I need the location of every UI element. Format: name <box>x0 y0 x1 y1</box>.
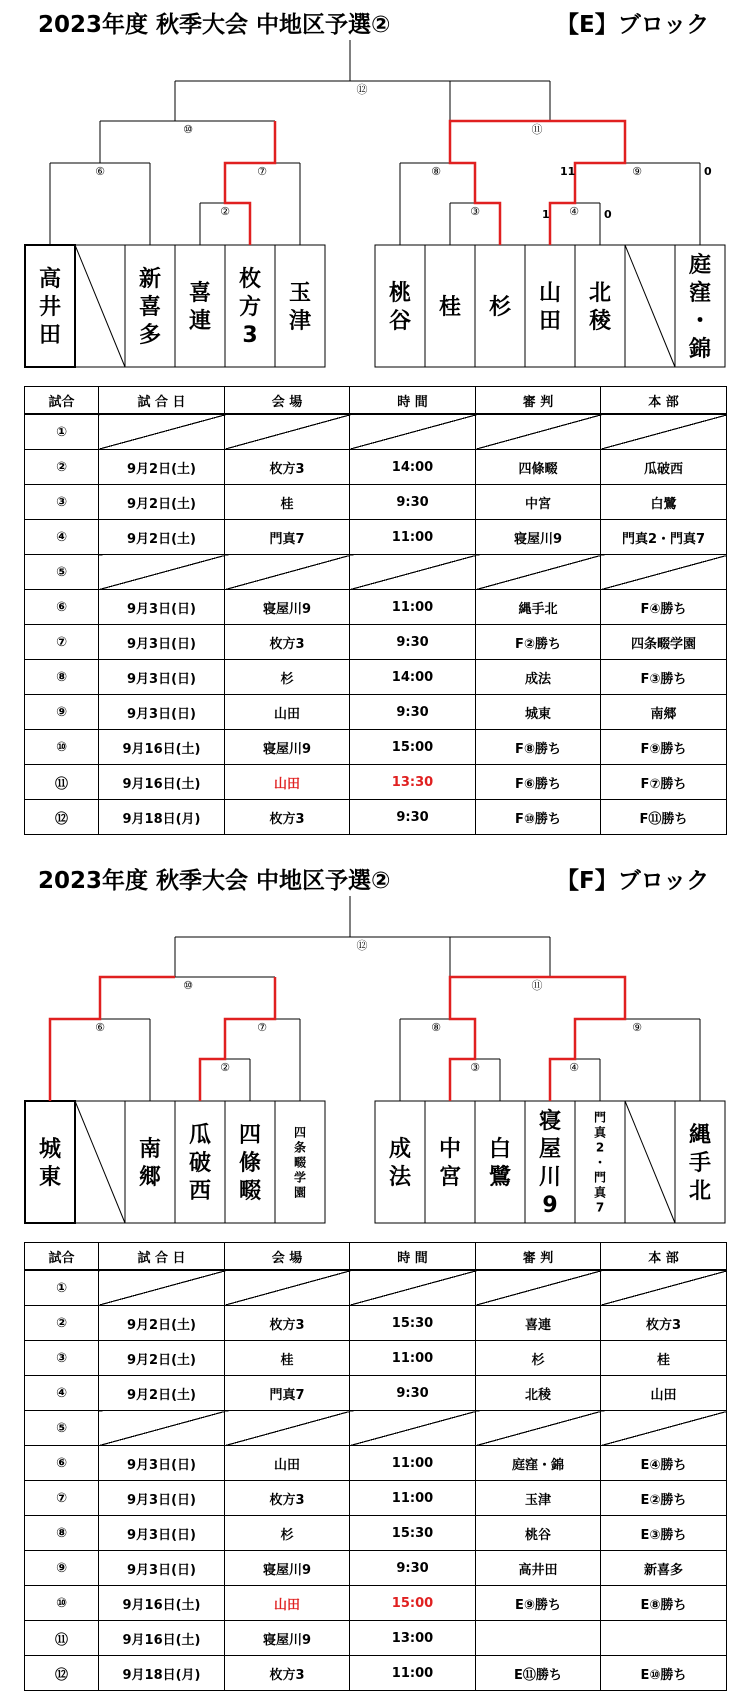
cell-date: 9月3日(日) <box>99 1516 225 1551</box>
table-row <box>25 800 727 835</box>
team-name-char: 庭 <box>688 252 712 278</box>
cell-no: ⑥ <box>25 590 99 625</box>
match-label-6: ⑥ <box>95 165 105 178</box>
cell-umpire: 桃谷 <box>476 1516 601 1551</box>
cell-hq: F③勝ち <box>601 660 727 695</box>
table-row <box>25 1341 727 1376</box>
match-label-8: ⑧ <box>431 165 441 178</box>
table-row <box>25 1411 727 1446</box>
cell-hq: F⑪勝ち <box>601 800 727 835</box>
team-box-10 <box>525 245 575 367</box>
cell-venue: 寝屋川9 <box>225 730 350 765</box>
schedule-table <box>24 1242 727 1691</box>
cell-venue <box>225 555 350 590</box>
table-row <box>25 1481 727 1516</box>
col-header: 試 合 日 <box>99 387 225 415</box>
table-row <box>25 555 727 590</box>
cell-no: ⑦ <box>25 1481 99 1516</box>
cell-time: 13:30 <box>350 765 476 800</box>
cell-date <box>99 555 225 590</box>
cell-no: ⑫ <box>25 800 99 835</box>
team-name-char: 津 <box>288 308 312 334</box>
cell-no: ② <box>25 450 99 485</box>
col-header: 試合 <box>25 387 99 415</box>
match-label-7: ⑦ <box>257 165 267 178</box>
cell-venue: 桂 <box>225 485 350 520</box>
team-name-char: 9 <box>542 1192 558 1218</box>
team-name-char: 連 <box>188 308 212 334</box>
cell-time: 14:00 <box>350 660 476 695</box>
cell-no: ⑫ <box>25 1656 99 1691</box>
team-name-char: 桂 <box>438 294 462 320</box>
cell-umpire: 成法 <box>476 660 601 695</box>
team-name-char: 田 <box>38 322 62 348</box>
cell-umpire: 玉津 <box>476 1481 601 1516</box>
table-row <box>25 1376 727 1411</box>
team-box-1 <box>25 1101 75 1223</box>
cell-date: 9月3日(日) <box>99 1481 225 1516</box>
cell-no: ④ <box>25 1376 99 1411</box>
cell-no: ⑤ <box>25 1411 99 1446</box>
cell-hq: F④勝ち <box>601 590 727 625</box>
table-row <box>25 625 727 660</box>
team-name-char: 城 <box>38 1136 62 1162</box>
team-name-char: 玉 <box>288 280 312 306</box>
cell-umpire <box>476 1621 601 1656</box>
section-title: 2023年度 秋季大会 中地区予選② <box>38 868 391 894</box>
match-label-11: ⑪ <box>531 123 543 136</box>
cell-date: 9月3日(日) <box>99 660 225 695</box>
cell-venue <box>225 1411 350 1446</box>
match-label-12: ⑫ <box>356 83 368 96</box>
cell-venue: 枚方3 <box>225 800 350 835</box>
cell-no: ③ <box>25 485 99 520</box>
team-box-7 <box>375 245 425 367</box>
team-box-3 <box>125 1101 175 1223</box>
team-name-char: 真 <box>593 1125 607 1140</box>
cell-date: 9月2日(土) <box>99 450 225 485</box>
cell-date: 9月3日(日) <box>99 1446 225 1481</box>
table-row <box>25 1551 727 1586</box>
table-row <box>25 695 727 730</box>
match-label-12: ⑫ <box>356 939 368 952</box>
cell-hq <box>601 1411 727 1446</box>
col-header: 試 合 日 <box>99 1243 225 1271</box>
team-name-char: 南 <box>138 1136 162 1162</box>
cell-date: 9月18日(月) <box>99 1656 225 1691</box>
match-label-10: ⑩ <box>183 123 193 136</box>
cell-hq: 山田 <box>601 1376 727 1411</box>
cell-venue: 桂 <box>225 1341 350 1376</box>
cell-time <box>350 1411 476 1446</box>
team-name-char: 高 <box>38 266 62 292</box>
team-name-char: 法 <box>388 1164 412 1190</box>
match-label-4: ④ <box>569 205 579 218</box>
match-label-9: ⑨ <box>632 1021 642 1034</box>
team-name-char: 窪 <box>688 280 712 306</box>
cell-venue: 枚方3 <box>225 1656 350 1691</box>
cell-hq: 枚方3 <box>601 1306 727 1341</box>
col-header: 審 判 <box>476 1243 601 1271</box>
cell-no: ④ <box>25 520 99 555</box>
cell-date: 9月16日(土) <box>99 1621 225 1656</box>
cell-umpire <box>476 1411 601 1446</box>
cell-time: 11:00 <box>350 1656 476 1691</box>
table-row <box>25 1446 727 1481</box>
cell-no: ⑩ <box>25 730 99 765</box>
col-header: 会 場 <box>225 1243 350 1271</box>
cell-time: 11:00 <box>350 1341 476 1376</box>
match-label-9: ⑨ <box>632 165 642 178</box>
team-name-char: 中 <box>438 1136 462 1162</box>
table-row <box>25 1621 727 1656</box>
cell-time <box>350 414 476 450</box>
cell-no: ⑥ <box>25 1446 99 1481</box>
table-row <box>25 1270 727 1306</box>
cell-venue: 山田 <box>225 1446 350 1481</box>
cell-date: 9月2日(土) <box>99 1376 225 1411</box>
score-m9-left: 11 <box>560 165 576 178</box>
match-label-3: ③ <box>470 205 480 218</box>
cell-hq: E②勝ち <box>601 1481 727 1516</box>
match-label-2: ② <box>220 205 230 218</box>
tournament-bracket <box>0 0 751 372</box>
cell-no: ⑨ <box>25 695 99 730</box>
team-name-char: 枚 <box>238 266 262 292</box>
team-name-char: 縄 <box>688 1122 712 1148</box>
col-header: 本 部 <box>601 387 727 415</box>
cell-venue <box>225 1270 350 1306</box>
match-label-3: ③ <box>470 1061 480 1074</box>
cell-hq <box>601 1621 727 1656</box>
match-label-7: ⑦ <box>257 1021 267 1034</box>
cell-venue: 枚方3 <box>225 450 350 485</box>
cell-date: 9月3日(日) <box>99 695 225 730</box>
team-name-char: 川 <box>538 1164 562 1190</box>
cell-umpire: 四條畷 <box>476 450 601 485</box>
cell-time: 9:30 <box>350 1551 476 1586</box>
cell-date: 9月16日(土) <box>99 765 225 800</box>
team-name-char: 瓜 <box>188 1122 212 1148</box>
team-name-char: 喜 <box>138 294 162 320</box>
cell-umpire <box>476 555 601 590</box>
cell-date <box>99 414 225 450</box>
team-box-9 <box>475 1101 525 1223</box>
cell-umpire: E⑪勝ち <box>476 1656 601 1691</box>
team-box-7 <box>375 1101 425 1223</box>
team-name-char: 東 <box>38 1164 62 1190</box>
team-name-char: 新 <box>138 266 162 292</box>
team-name-char: ・ <box>593 1155 607 1170</box>
team-name-char: 錦 <box>688 336 712 362</box>
team-name-char: 多 <box>138 322 162 348</box>
cell-hq: 四条畷学園 <box>601 625 727 660</box>
cell-no: ⑦ <box>25 625 99 660</box>
cell-umpire: 北稜 <box>476 1376 601 1411</box>
cell-time: 14:00 <box>350 450 476 485</box>
table-row <box>25 1516 727 1551</box>
score-m9-right: 0 <box>704 165 712 178</box>
col-header: 時 間 <box>350 1243 476 1271</box>
schedule-table <box>24 386 727 835</box>
team-box-4 <box>175 245 225 367</box>
cell-venue: 寝屋川9 <box>225 590 350 625</box>
cell-date: 9月16日(土) <box>99 730 225 765</box>
cell-time: 15:00 <box>350 1586 476 1621</box>
team-name-char: 北 <box>588 280 612 306</box>
cell-time: 9:30 <box>350 625 476 660</box>
col-header: 会 場 <box>225 387 350 415</box>
match-label-11: ⑪ <box>531 979 543 992</box>
table-row <box>25 520 727 555</box>
cell-venue: 山田 <box>225 695 350 730</box>
cell-no: ③ <box>25 1341 99 1376</box>
cell-umpire: F⑧勝ち <box>476 730 601 765</box>
cell-hq: 瓜破西 <box>601 450 727 485</box>
cell-umpire: 中宮 <box>476 485 601 520</box>
cell-no: ⑧ <box>25 1516 99 1551</box>
cell-umpire: 縄手北 <box>476 590 601 625</box>
table-row <box>25 450 727 485</box>
cell-umpire: 喜連 <box>476 1306 601 1341</box>
col-header: 審 判 <box>476 387 601 415</box>
team-name-char: 白 <box>488 1136 512 1162</box>
cell-no: ① <box>25 1270 99 1306</box>
team-name-char: 鷺 <box>488 1164 512 1190</box>
cell-venue: 枚方3 <box>225 1306 350 1341</box>
cell-venue: 山田 <box>225 765 350 800</box>
cell-no: ⑩ <box>25 1586 99 1621</box>
team-name-char: 郷 <box>138 1164 162 1190</box>
cell-umpire <box>476 414 601 450</box>
cell-date: 9月2日(土) <box>99 520 225 555</box>
table-row <box>25 730 727 765</box>
score-m4-left: 1 <box>542 208 550 221</box>
col-header: 本 部 <box>601 1243 727 1271</box>
team-name-char: 園 <box>293 1185 307 1200</box>
team-name-char: 学 <box>293 1170 307 1185</box>
cell-time: 15:30 <box>350 1306 476 1341</box>
table-header-row <box>25 387 727 415</box>
cell-time <box>350 1270 476 1306</box>
cell-no: ⑧ <box>25 660 99 695</box>
bye-diagonal <box>625 245 675 367</box>
cell-time: 13:00 <box>350 1621 476 1656</box>
cell-umpire: 杉 <box>476 1341 601 1376</box>
cell-umpire: 庭窪・錦 <box>476 1446 601 1481</box>
team-name-char: 井 <box>38 294 62 320</box>
cell-time: 11:00 <box>350 520 476 555</box>
table-header-row <box>25 1243 727 1271</box>
team-name-char: 手 <box>688 1150 712 1176</box>
cell-time: 15:00 <box>350 730 476 765</box>
cell-umpire: F②勝ち <box>476 625 601 660</box>
cell-time: 9:30 <box>350 1376 476 1411</box>
cell-hq: 新喜多 <box>601 1551 727 1586</box>
cell-no: ② <box>25 1306 99 1341</box>
team-name-char: 条 <box>293 1140 307 1155</box>
team-name-char: 畷 <box>238 1178 262 1204</box>
cell-time <box>350 555 476 590</box>
team-name-char: 3 <box>242 322 258 348</box>
team-name-char: ・ <box>688 308 712 334</box>
bye-diagonal <box>75 245 125 367</box>
cell-date: 9月2日(土) <box>99 1341 225 1376</box>
cell-date: 9月16日(土) <box>99 1586 225 1621</box>
cell-date: 9月2日(土) <box>99 485 225 520</box>
cell-venue: 門真7 <box>225 520 350 555</box>
cell-time: 11:00 <box>350 1446 476 1481</box>
cell-venue: 寝屋川9 <box>225 1621 350 1656</box>
cell-umpire: F⑩勝ち <box>476 800 601 835</box>
match-label-6: ⑥ <box>95 1021 105 1034</box>
score-m4-right: 0 <box>604 208 612 221</box>
team-name-char: 山 <box>538 280 562 306</box>
team-name-char: 2 <box>595 1140 605 1155</box>
cell-no: ① <box>25 414 99 450</box>
cell-hq: E⑧勝ち <box>601 1586 727 1621</box>
col-header: 試合 <box>25 1243 99 1271</box>
col-header: 時 間 <box>350 387 476 415</box>
team-name-char: 寝 <box>538 1108 562 1134</box>
cell-no: ⑪ <box>25 1621 99 1656</box>
cell-hq: E⑩勝ち <box>601 1656 727 1691</box>
cell-venue: 門真7 <box>225 1376 350 1411</box>
team-name-char: 真 <box>593 1185 607 1200</box>
cell-hq: E④勝ち <box>601 1446 727 1481</box>
team-name-char: 四 <box>293 1125 307 1140</box>
cell-umpire: 城東 <box>476 695 601 730</box>
cell-date: 9月3日(日) <box>99 625 225 660</box>
cell-hq: 南郷 <box>601 695 727 730</box>
cell-venue: 山田 <box>225 1586 350 1621</box>
cell-no: ⑨ <box>25 1551 99 1586</box>
tournament-bracket <box>0 856 751 1228</box>
winner-path <box>225 121 625 245</box>
table-row <box>25 1656 727 1691</box>
cell-date: 9月18日(月) <box>99 800 225 835</box>
bye-diagonal <box>625 1101 675 1223</box>
cell-date: 9月3日(日) <box>99 590 225 625</box>
team-name-char: 喜 <box>188 280 212 306</box>
cell-umpire: 寝屋川9 <box>476 520 601 555</box>
team-name-char: 7 <box>595 1200 605 1215</box>
match-label-2: ② <box>220 1061 230 1074</box>
cell-venue: 杉 <box>225 660 350 695</box>
team-name-char: 宮 <box>438 1164 462 1190</box>
block-label: 【E】ブロック <box>556 12 710 38</box>
table-row <box>25 590 727 625</box>
team-name-char: 四 <box>238 1122 262 1148</box>
team-name-char: 門 <box>593 1110 607 1125</box>
match-label-10: ⑩ <box>183 979 193 992</box>
team-name-char: 門 <box>593 1170 607 1185</box>
cell-hq <box>601 414 727 450</box>
team-name-char: 成 <box>388 1136 412 1162</box>
table-row <box>25 765 727 800</box>
cell-hq: E③勝ち <box>601 1516 727 1551</box>
team-name-char: 方 <box>238 294 262 320</box>
team-name-char: 西 <box>188 1178 212 1204</box>
bye-diagonal <box>75 1101 125 1223</box>
team-name-char: 田 <box>538 308 562 334</box>
table-row <box>25 414 727 450</box>
match-label-8: ⑧ <box>431 1021 441 1034</box>
table-row <box>25 485 727 520</box>
cell-date: 9月3日(日) <box>99 1551 225 1586</box>
cell-time: 11:00 <box>350 1481 476 1516</box>
team-name-char: 屋 <box>538 1136 562 1162</box>
cell-time: 11:00 <box>350 590 476 625</box>
team-name-char: 杉 <box>488 294 512 320</box>
cell-venue: 枚方3 <box>225 1481 350 1516</box>
cell-hq <box>601 555 727 590</box>
cell-date <box>99 1411 225 1446</box>
cell-venue: 枚方3 <box>225 625 350 660</box>
cell-date: 9月2日(土) <box>99 1306 225 1341</box>
cell-hq: 白鷺 <box>601 485 727 520</box>
cell-hq: 門真2・門真7 <box>601 520 727 555</box>
cell-umpire <box>476 1270 601 1306</box>
cell-hq <box>601 1270 727 1306</box>
team-name-char: 條 <box>238 1150 262 1176</box>
cell-date <box>99 1270 225 1306</box>
team-box-11 <box>575 245 625 367</box>
cell-umpire: 高井田 <box>476 1551 601 1586</box>
table-row <box>25 1306 727 1341</box>
team-name-char: 桃 <box>388 280 412 306</box>
cell-time: 15:30 <box>350 1516 476 1551</box>
cell-time: 9:30 <box>350 800 476 835</box>
cell-no: ⑤ <box>25 555 99 590</box>
block-label: 【F】ブロック <box>556 868 710 894</box>
cell-hq: F⑦勝ち <box>601 765 727 800</box>
team-name-char: 稜 <box>588 308 612 334</box>
cell-time: 9:30 <box>350 485 476 520</box>
cell-umpire: E⑨勝ち <box>476 1586 601 1621</box>
cell-hq: F⑨勝ち <box>601 730 727 765</box>
winner-path <box>50 977 625 1101</box>
cell-venue: 杉 <box>225 1516 350 1551</box>
team-box-6 <box>275 245 325 367</box>
team-name-char: 北 <box>688 1178 712 1204</box>
cell-time: 9:30 <box>350 695 476 730</box>
match-label-4: ④ <box>569 1061 579 1074</box>
team-name-char: 谷 <box>388 308 412 334</box>
section-title: 2023年度 秋季大会 中地区予選② <box>38 12 391 38</box>
cell-umpire: F⑥勝ち <box>476 765 601 800</box>
cell-venue: 寝屋川9 <box>225 1551 350 1586</box>
table-row <box>25 1586 727 1621</box>
table-row <box>25 660 727 695</box>
cell-no: ⑪ <box>25 765 99 800</box>
cell-hq: 桂 <box>601 1341 727 1376</box>
team-box-8 <box>425 1101 475 1223</box>
team-name-char: 畷 <box>293 1155 307 1170</box>
cell-venue <box>225 414 350 450</box>
team-name-char: 破 <box>188 1150 212 1176</box>
